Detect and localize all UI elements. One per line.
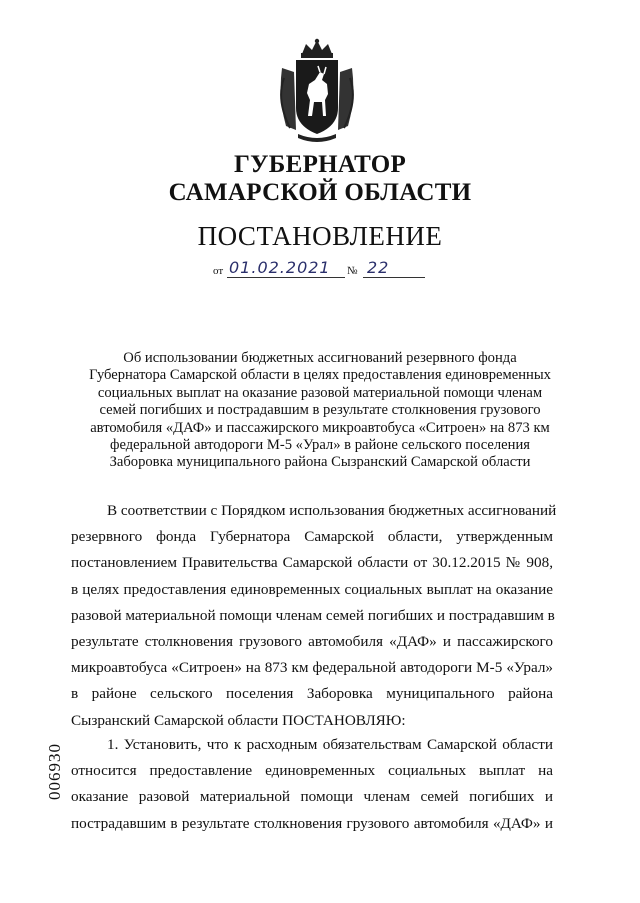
- region-heading: САМАРСКОЙ ОБЛАСТИ: [168, 179, 472, 206]
- text-line: в целях предоставления единовременных социальных выплат на оказание: [71, 580, 553, 598]
- preamble-paragraph: [71, 498, 557, 734]
- document-number: 22: [367, 258, 390, 277]
- date-underline: [227, 277, 345, 278]
- document-subject-title: [80, 350, 560, 472]
- date-number-line: [213, 258, 443, 280]
- text-line: относится предоставление единовременных социальных выплат на: [71, 762, 553, 780]
- title-line: Заборовка муниципального района Сызранский Самарской области: [109, 454, 531, 471]
- text-line: постановлением Правительства Самарской области от 30.12.2015 № 908,: [71, 554, 553, 572]
- title-line: Губернатора Самарской области в целях предоставления единовременных: [89, 367, 551, 384]
- document-date: 01.02.2021: [229, 258, 331, 277]
- title-line: семей погибших и пострадавшим в результате столкновения грузового: [99, 402, 541, 419]
- text-line: 1. Установить, что к расходным обязательствам Самарской области: [107, 736, 553, 753]
- clause-1-paragraph: [71, 732, 553, 837]
- governor-heading: ГУБЕРНАТОР: [233, 151, 407, 178]
- number-underline: [363, 277, 425, 278]
- title-line: социальных выплат на оказание разовой материальной помощи членам: [97, 384, 543, 401]
- title-line: Об использовании бюджетных ассигнований резервного фонда: [123, 350, 517, 366]
- text-line: Сызранский Самарской области ПОСТАНОВЛЯЮ:: [71, 711, 406, 729]
- samara-coat-of-arms-icon: [274, 38, 360, 146]
- number-label: №: [347, 265, 358, 277]
- date-label: от: [213, 265, 224, 277]
- text-line: в районе сельского поселения Заборовка муниципального района: [71, 685, 553, 703]
- title-line: федеральной автодороги М-5 «Урал» в районе сельского поселения: [110, 437, 530, 454]
- text-line: В соответствии с Порядком использования бюджетных ассигнований: [107, 502, 557, 519]
- text-line: микроавтобуса «Ситроен» на 873 км федеральной автодороги М-5 «Урал»: [71, 659, 553, 677]
- text-line: оказание разовой материальной помощи членам семей погибших и: [71, 788, 553, 806]
- text-line: разовой материальной помощи членам семей погибших и пострадавшим в: [71, 606, 555, 624]
- text-line: пострадавшим в результате столкновения грузового автомобиля «ДАФ» и: [71, 814, 553, 832]
- title-line: автомобиля «ДАФ» и пассажирского микроавтобуса «Ситроен» на 873 км: [90, 419, 550, 436]
- text-line: результате столкновения грузового автомобиля «ДАФ» и пассажирского: [71, 632, 553, 650]
- text-line: резервного фонда Губернатора Самарской области, утвержденным: [71, 528, 553, 546]
- document-type-title: ПОСТАНОВЛЕНИЕ: [197, 221, 443, 251]
- margin-serial-number: 006930: [45, 743, 64, 800]
